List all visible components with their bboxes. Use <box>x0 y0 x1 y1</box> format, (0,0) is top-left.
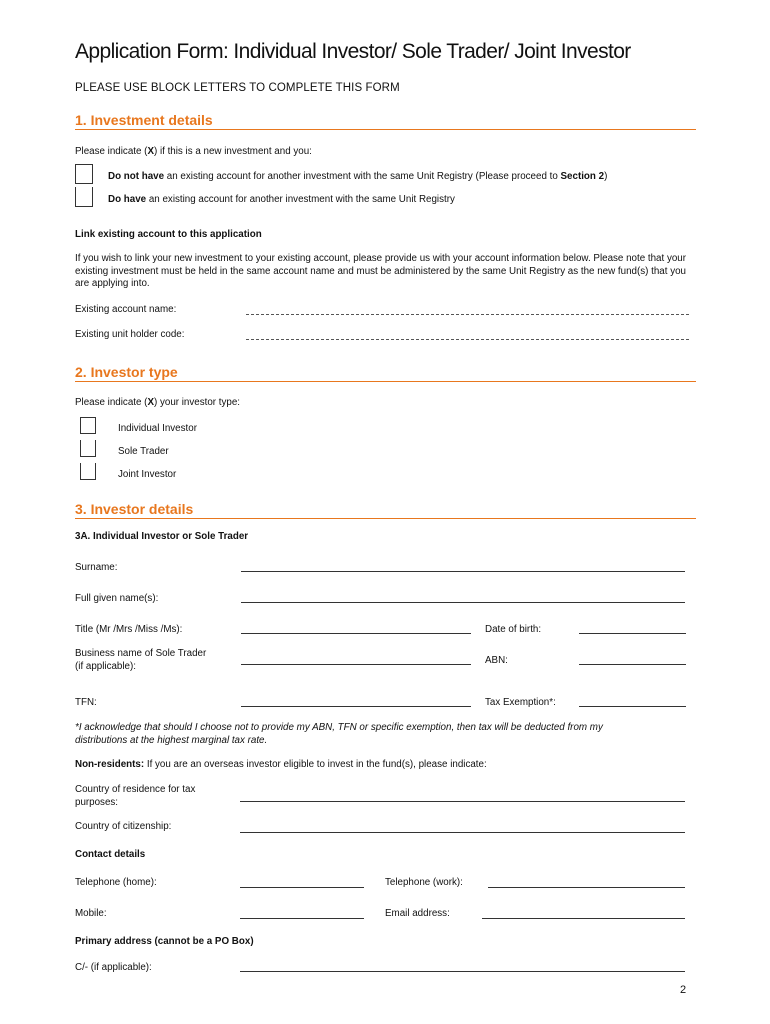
given-names-label: Full given name(s): <box>75 593 159 604</box>
sole-trader-label: Sole Trader <box>118 446 169 457</box>
section-3a-heading: 3A. Individual Investor or Sole Trader <box>75 531 249 542</box>
telephone-home-field[interactable] <box>240 887 364 888</box>
business-name-label: Business name of Sole Trader (if applicable): <box>75 648 207 672</box>
section-2-divider <box>75 381 696 382</box>
section-2-prompt: Please indicate (X) your investor type: <box>75 397 241 408</box>
non-residents-note: Non-residents: If you are an overseas investor eligible to invest in the fund(s), please indicate: <box>75 759 487 770</box>
title-label: Title (Mr /Mrs /Miss /Ms): <box>75 624 183 635</box>
tax-exemption-field[interactable] <box>579 706 686 707</box>
section-1-prompt: Please indicate (X) if this is a new investment and you: <box>75 146 312 157</box>
block-letters-instruction: PLEASE USE BLOCK LETTERS TO COMPLETE THIS FORM <box>75 82 400 94</box>
page-number: 2 <box>680 984 687 996</box>
mobile-label: Mobile: <box>75 908 107 919</box>
business-name-field[interactable] <box>241 664 471 665</box>
section-1-divider <box>75 129 696 130</box>
telephone-work-label: Telephone (work): <box>385 877 463 888</box>
link-account-heading: Link existing account to this application <box>75 229 262 240</box>
tax-exemption-label: Tax Exemption*: <box>485 697 556 708</box>
individual-investor-label: Individual Investor <box>118 423 197 434</box>
dob-field[interactable] <box>579 633 686 634</box>
email-label: Email address: <box>385 908 450 919</box>
telephone-work-field[interactable] <box>488 887 685 888</box>
dob-label: Date of birth: <box>485 624 542 635</box>
email-field[interactable] <box>482 918 685 919</box>
telephone-home-label: Telephone (home): <box>75 877 157 888</box>
tfn-field[interactable] <box>241 706 471 707</box>
given-names-field[interactable] <box>241 602 685 603</box>
no-existing-account-checkbox[interactable] <box>75 164 93 184</box>
section-2-heading: 2. Investor type <box>75 364 178 380</box>
existing-unit-holder-label: Existing unit holder code: <box>75 329 185 340</box>
contact-details-heading: Contact details <box>75 849 146 860</box>
abn-field[interactable] <box>579 664 686 665</box>
title-field[interactable] <box>241 633 471 634</box>
care-of-field[interactable] <box>240 971 685 972</box>
section-3-divider <box>75 518 696 519</box>
country-of-citizenship-label: Country of citizenship: <box>75 821 172 832</box>
primary-address-heading: Primary address (cannot be a PO Box) <box>75 936 254 947</box>
tfn-label: TFN: <box>75 697 97 708</box>
surname-label: Surname: <box>75 562 118 573</box>
surname-field[interactable] <box>241 571 685 572</box>
section-1-heading: 1. Investment details <box>75 112 213 128</box>
tax-acknowledgement: *I acknowledge that should I choose not to provide my ABN, TFN or specific exemption, then tax will be deducted from my distributions at the highest marginal tax rate. <box>75 722 603 746</box>
has-existing-account-label: Do have an existing account for another investment with the same Unit Registry <box>108 194 455 205</box>
page-title: Application Form: Individual Investor/ Sole Trader/ Joint Investor <box>75 40 631 63</box>
country-of-citizenship-field[interactable] <box>240 832 685 833</box>
joint-investor-label: Joint Investor <box>118 469 177 480</box>
existing-account-name-label: Existing account name: <box>75 304 177 315</box>
link-account-paragraph: If you wish to link your new investment to your existing account, please provide us with your account information below. Please note that your existing investment must be held in the same account name and must be administered by the same Unit Registry as the new fund(s) that you are applying into. <box>75 253 686 289</box>
sole-trader-checkbox[interactable] <box>80 440 96 457</box>
mobile-field[interactable] <box>240 918 364 919</box>
care-of-label: C/- (if applicable): <box>75 962 152 973</box>
existing-unit-holder-field[interactable] <box>246 339 689 340</box>
has-existing-account-checkbox[interactable] <box>75 187 93 207</box>
joint-investor-checkbox[interactable] <box>80 463 96 480</box>
country-of-residence-label: Country of residence for tax purposes: <box>75 784 196 808</box>
existing-account-name-field[interactable] <box>246 314 689 315</box>
individual-investor-checkbox[interactable] <box>80 417 96 434</box>
no-existing-account-label: Do not have an existing account for another investment with the same Unit Registry (Please proceed to Section 2) <box>108 171 608 182</box>
country-of-residence-field[interactable] <box>240 801 685 802</box>
section-3-heading: 3. Investor details <box>75 501 194 517</box>
abn-label: ABN: <box>485 655 508 666</box>
